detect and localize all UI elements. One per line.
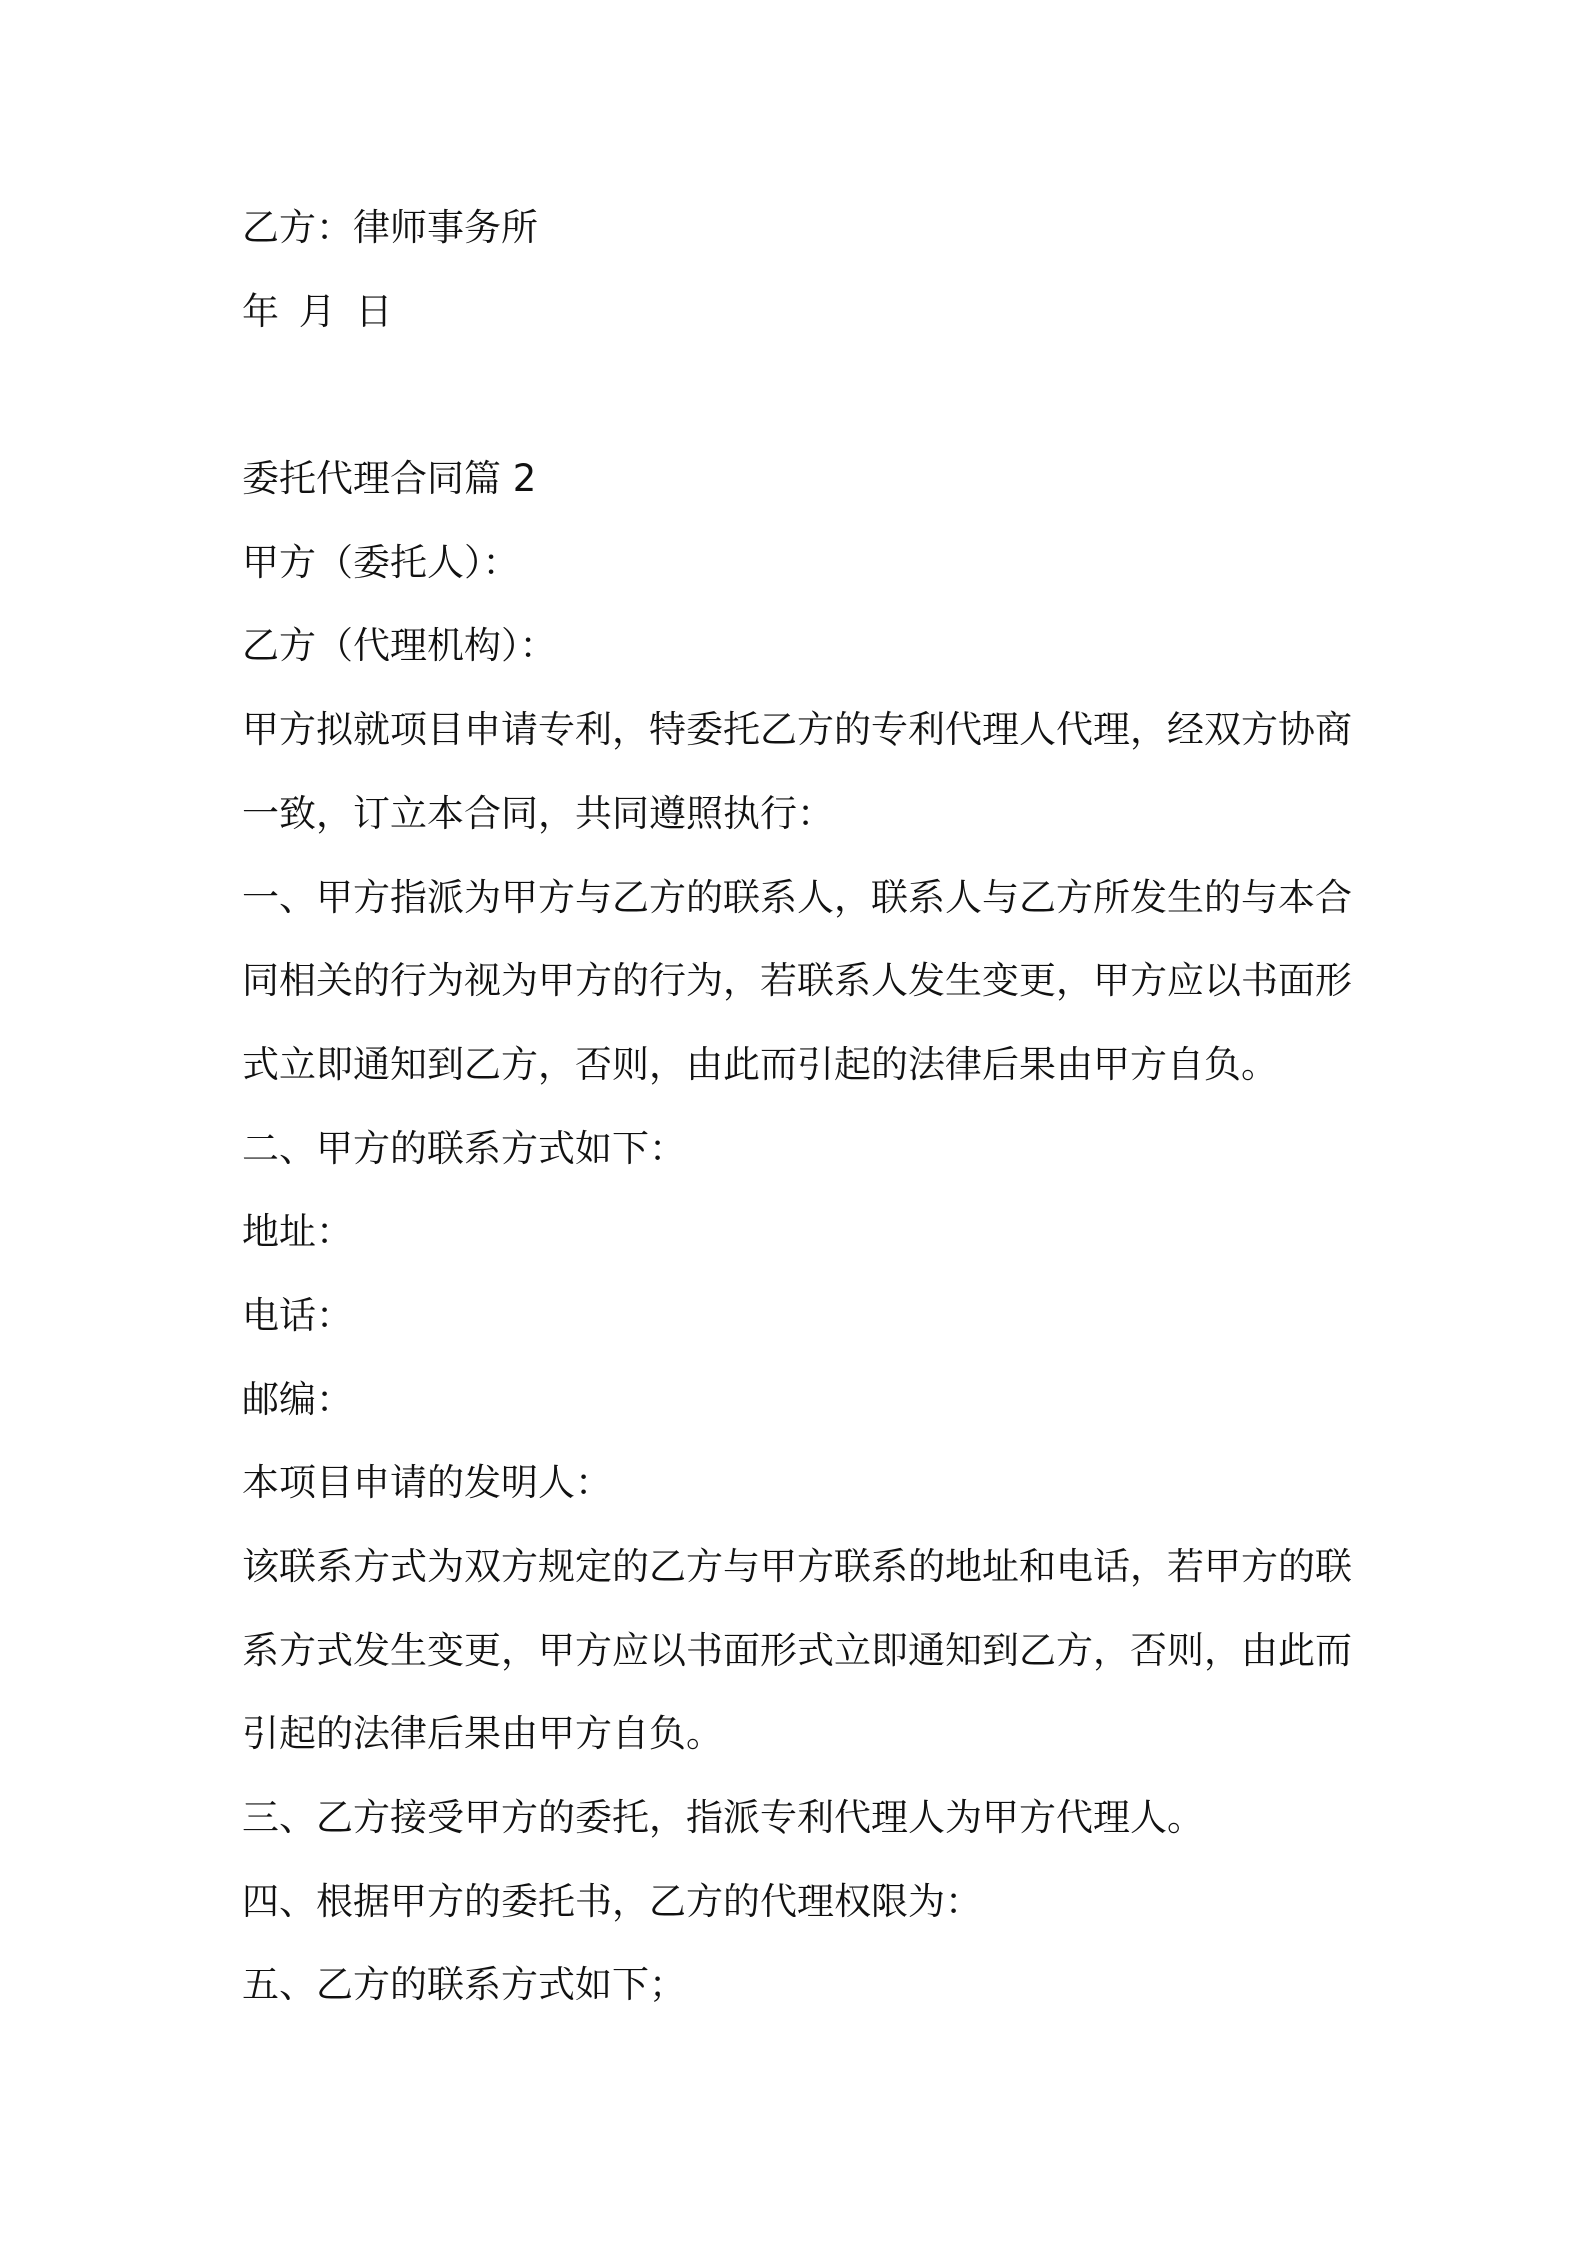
paragraph-line: 四、根据甲方的委托书，乙方的代理权限为： <box>242 1879 982 1923</box>
paragraph-line: 同相关的行为视为甲方的行为，若联系人发生变更，甲方应以书面形 <box>242 959 1352 1003</box>
paragraph-line: 系方式发生变更，甲方应以书面形式立即通知到乙方，否则，由此而 <box>242 1628 1352 1672</box>
paragraph-line: 一致，订立本合同，共同遵照执行： <box>242 791 834 835</box>
paragraph-line: 式立即通知到乙方，否则，由此而引起的法律后果由甲方自负。 <box>242 1042 1278 1086</box>
party-b-signature: 乙方：律师事务所 <box>242 206 538 249</box>
paragraph-line: 二、甲方的联系方式如下： <box>242 1126 686 1170</box>
section-title: 委托代理合同篇 2 <box>242 457 537 501</box>
paragraph-clause-5 <box>242 1943 1442 2027</box>
field-postcode <box>242 1358 1442 1442</box>
paragraph-line: 该联系方式为双方规定的乙方与甲方联系的地址和电话，若甲方的联 <box>242 1545 1352 1588</box>
paragraph-clause-3 <box>242 1776 1442 1860</box>
field-address <box>242 1190 1442 1274</box>
paragraph-clause-4 <box>242 1860 1442 1944</box>
field-inventor <box>242 1441 1442 1525</box>
field-label: 本项目申请的发明人： <box>242 1461 612 1505</box>
signature-date: 年 月 日 <box>242 289 393 333</box>
paragraph-line: 引起的法律后果由甲方自负。 <box>242 1712 723 1756</box>
field-phone <box>242 1274 1442 1358</box>
blank-line <box>242 353 1442 437</box>
field-label: 地址： <box>242 1210 353 1254</box>
paragraph-line: 一、甲方指派为甲方与乙方的联系人，联系人与乙方所发生的与本合 <box>242 875 1352 919</box>
party-a-label: 甲方（委托人）： <box>242 540 520 584</box>
paragraph-line: 三、乙方接受甲方的委托，指派专利代理人为甲方代理人。 <box>242 1796 1204 1840</box>
paragraph-clause-2 <box>242 1107 1442 1191</box>
field-label: 电话： <box>242 1293 353 1337</box>
paragraph-line: 五、乙方的联系方式如下； <box>242 1963 686 2007</box>
party-b-label: 乙方（代理机构）： <box>242 624 557 668</box>
paragraph-clause-1 <box>242 856 1442 1107</box>
paragraph-contact-note <box>242 1525 1442 1776</box>
field-label: 邮编： <box>242 1377 353 1421</box>
paragraph-preamble <box>242 688 1442 855</box>
document-body <box>242 186 1442 2027</box>
paragraph-line: 甲方拟就项目申请专利，特委托乙方的专利代理人代理，经双方协商 <box>242 708 1352 752</box>
